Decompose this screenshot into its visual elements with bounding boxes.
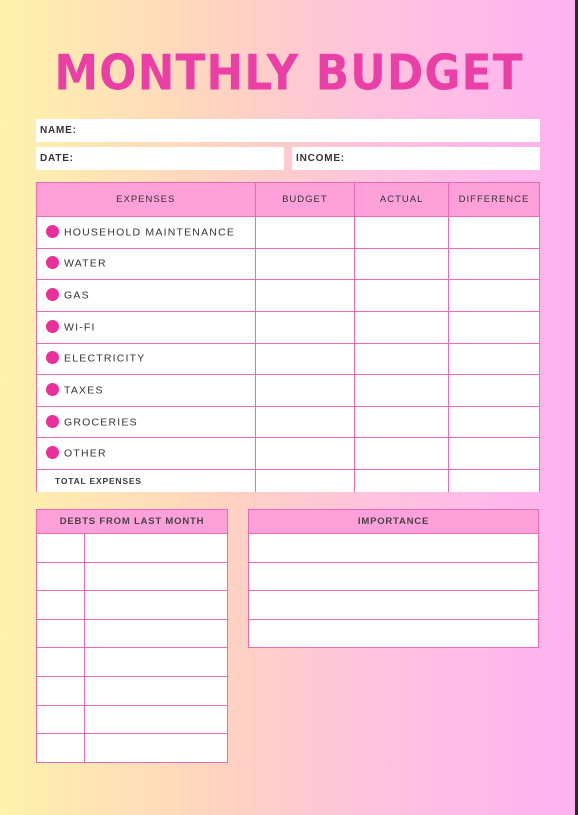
budget-cell[interactable] (255, 311, 355, 343)
difference-cell[interactable] (449, 438, 540, 470)
expense-label: ELECTRICITY (64, 352, 146, 365)
importance-row (249, 591, 539, 620)
debt-row (37, 619, 228, 648)
date-field[interactable] (36, 147, 284, 170)
actual-cell[interactable] (355, 438, 449, 470)
expenses-table (36, 182, 540, 492)
total-budget-cell[interactable] (255, 470, 355, 493)
expense-label-cell (37, 438, 256, 470)
actual-cell[interactable] (355, 217, 449, 249)
debt-row (37, 562, 228, 591)
expense-label-cell (37, 280, 256, 312)
bullet-icon (46, 256, 59, 269)
debt-index-cell[interactable] (37, 562, 85, 591)
total-actual-cell[interactable] (355, 470, 449, 493)
debt-entry-cell[interactable] (84, 734, 227, 763)
budget-cell[interactable] (255, 280, 355, 312)
table-row (37, 217, 540, 249)
actual-cell[interactable] (355, 343, 449, 375)
bullet-icon (46, 415, 59, 428)
debt-entry-cell[interactable] (84, 619, 227, 648)
debt-index-cell[interactable] (37, 734, 85, 763)
difference-cell[interactable] (449, 248, 540, 280)
difference-cell[interactable] (449, 280, 540, 312)
actual-cell[interactable] (355, 406, 449, 438)
expense-label: WI-FI (64, 320, 96, 333)
debt-row (37, 591, 228, 620)
importance-header: IMPORTANCE (249, 510, 539, 534)
table-row (37, 406, 540, 438)
difference-cell[interactable] (449, 217, 540, 249)
importance-entry-cell[interactable] (249, 619, 539, 648)
debts-header: DEBTS FROM LAST MONTH (37, 510, 228, 534)
bullet-icon (46, 446, 59, 459)
importance-entry-cell[interactable] (249, 534, 539, 563)
debt-entry-cell[interactable] (84, 705, 227, 734)
debt-row (37, 648, 228, 677)
actual-cell[interactable] (355, 375, 449, 407)
difference-cell[interactable] (449, 406, 540, 438)
budget-cell[interactable] (255, 343, 355, 375)
actual-cell[interactable] (355, 311, 449, 343)
debt-index-cell[interactable] (37, 676, 85, 705)
expense-label-cell (37, 311, 256, 343)
income-field[interactable] (292, 147, 540, 170)
actual-cell[interactable] (355, 248, 449, 280)
table-row (37, 375, 540, 407)
debt-entry-cell[interactable] (84, 648, 227, 677)
header-budget: BUDGET (255, 183, 355, 217)
debt-entry-cell[interactable] (84, 534, 227, 563)
bullet-icon (46, 383, 59, 396)
debt-row (37, 534, 228, 563)
income-label: INCOME: (296, 153, 345, 164)
debt-index-cell[interactable] (37, 705, 85, 734)
bullet-icon (46, 351, 59, 364)
debt-row (37, 676, 228, 705)
difference-cell[interactable] (449, 311, 540, 343)
budget-cell[interactable] (255, 438, 355, 470)
budget-cell[interactable] (255, 406, 355, 438)
difference-cell[interactable] (449, 343, 540, 375)
debt-index-cell[interactable] (37, 534, 85, 563)
importance-entry-cell[interactable] (249, 591, 539, 620)
debt-row (37, 734, 228, 763)
bullet-icon (46, 288, 59, 301)
total-expenses-label: TOTAL EXPENSES (37, 470, 256, 493)
total-row (37, 470, 540, 493)
expenses-header-row (37, 183, 540, 217)
expense-label-cell (37, 248, 256, 280)
budget-cell[interactable] (255, 375, 355, 407)
expense-label: TAXES (64, 384, 104, 397)
budget-cell[interactable] (255, 217, 355, 249)
table-row (37, 438, 540, 470)
debt-entry-cell[interactable] (84, 591, 227, 620)
importance-row (249, 619, 539, 648)
debt-entry-cell[interactable] (84, 562, 227, 591)
expense-label-cell (37, 375, 256, 407)
actual-cell[interactable] (355, 280, 449, 312)
difference-cell[interactable] (449, 375, 540, 407)
header-actual: ACTUAL (355, 183, 449, 217)
budget-cell[interactable] (255, 248, 355, 280)
date-label: DATE: (40, 153, 74, 164)
expense-label: OTHER (64, 447, 107, 460)
name-field[interactable] (36, 119, 540, 142)
table-row (37, 280, 540, 312)
table-row (37, 311, 540, 343)
debt-index-cell[interactable] (37, 591, 85, 620)
bullet-icon (46, 320, 59, 333)
header-difference: DIFFERENCE (449, 183, 540, 217)
expense-label-cell (37, 217, 256, 249)
total-difference-cell[interactable] (449, 470, 540, 493)
importance-row (249, 534, 539, 563)
importance-entry-cell[interactable] (249, 562, 539, 591)
bullet-icon (46, 225, 59, 238)
debt-entry-cell[interactable] (84, 676, 227, 705)
header-expenses: EXPENSES (37, 183, 256, 217)
table-row (37, 343, 540, 375)
debt-index-cell[interactable] (37, 619, 85, 648)
table-row (37, 248, 540, 280)
expense-label-cell (37, 406, 256, 438)
debt-index-cell[interactable] (37, 648, 85, 677)
expense-label: HOUSEHOLD MAINTENANCE (64, 226, 236, 239)
expense-label-cell (37, 343, 256, 375)
page-title: MONTHLY BUDGET (54, 44, 524, 103)
debt-row (37, 705, 228, 734)
importance-row (249, 562, 539, 591)
debts-table (36, 509, 228, 763)
expense-label: WATER (64, 257, 107, 270)
expense-label: GAS (64, 289, 90, 302)
expense-label: GROCERIES (64, 415, 138, 428)
name-label: NAME: (40, 125, 77, 136)
importance-table (248, 509, 539, 648)
